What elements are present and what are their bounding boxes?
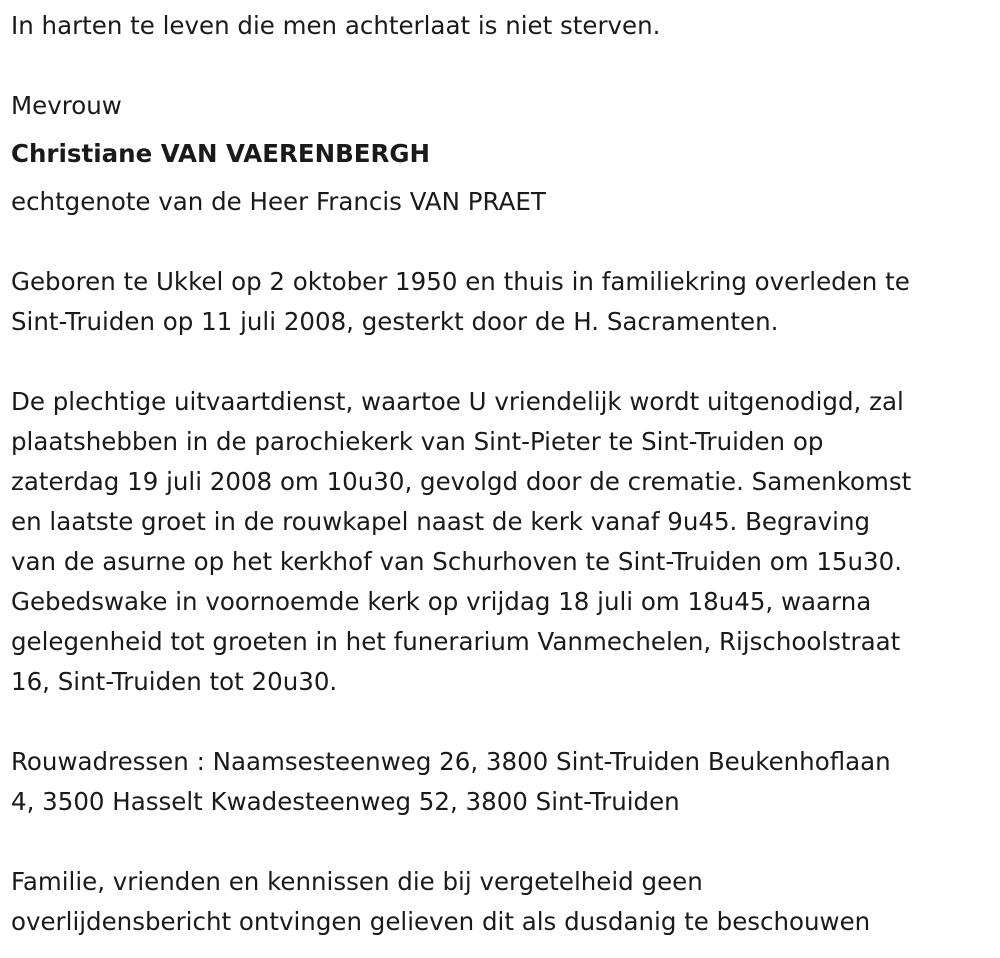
- notice-line: overlijdensbericht ontvingen gelieven dit als dusdanig te beschouwen: [11, 907, 871, 936]
- addresses-line: Rouwadressen : Naamsesteenweg 26, 3800 Sint-Truiden Beukenhoflaan: [11, 747, 891, 776]
- ceremony-line: Gebedswake in voornoemde kerk op vrijdag 18 juli om 18u45, waarna: [11, 587, 872, 616]
- ceremony-line: van de asurne op het kerkhof van Schurhoven te Sint-Truiden om 15u30.: [11, 547, 903, 576]
- notice-line: Familie, vrienden en kennissen die bij vergetelheid geen: [11, 867, 703, 896]
- title-line: Mevrouw: [11, 91, 122, 120]
- spouse-line: echtgenote van de Heer Francis VAN PRAET: [11, 187, 546, 216]
- ceremony-line: gelegenheid tot groeten in het funerarium Vanmechelen, Rijschoolstraat: [11, 627, 901, 656]
- ceremony-line: en laatste groet in de rouwkapel naast de kerk vanaf 9u45. Begraving: [11, 507, 871, 536]
- addresses-line: 4, 3500 Hasselt Kwadesteenweg 52, 3800 Sint-Truiden: [11, 787, 680, 816]
- ceremony-line: De plechtige uitvaartdienst, waartoe U vriendelijk wordt uitgenodigd, zal: [11, 387, 904, 416]
- ceremony-line: plaatshebben in de parochiekerk van Sint-Pieter te Sint-Truiden op: [11, 427, 824, 456]
- birth-death-line: Geboren te Ukkel op 2 oktober 1950 en thuis in familiekring overleden te: [11, 267, 910, 296]
- birth-death-line: Sint-Truiden op 11 juli 2008, gesterkt door de H. Sacramenten.: [11, 307, 779, 336]
- ceremony-line: zaterdag 19 juli 2008 om 10u30, gevolgd door de crematie. Samenkomst: [11, 467, 912, 496]
- quote-line: In harten te leven die men achterlaat is niet sterven.: [11, 11, 661, 40]
- ceremony-line: 16, Sint-Truiden tot 20u30.: [11, 667, 338, 696]
- deceased-name: Christiane VAN VAERENBERGH: [11, 139, 431, 168]
